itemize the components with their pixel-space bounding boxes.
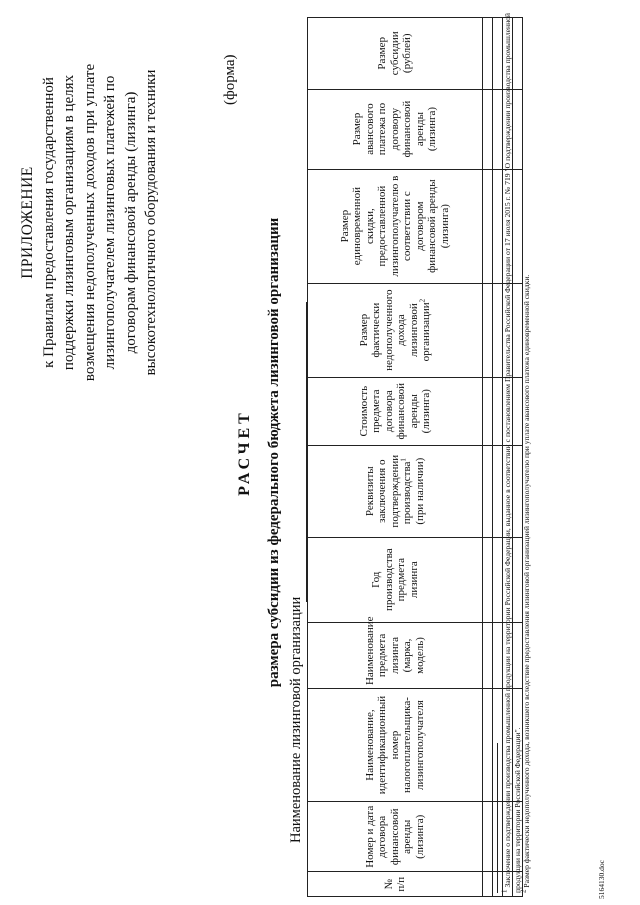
appendix-title: ПРИЛОЖЕНИЕ — [19, 166, 36, 279]
document-filename: 5164130.doc — [597, 860, 606, 899]
table-cell — [493, 622, 503, 688]
footnote-separator — [497, 743, 498, 893]
table-cell — [493, 89, 503, 169]
header-cell: Размер субсидии (рублей) — [308, 18, 483, 90]
table-cell — [483, 377, 493, 445]
table-cell — [493, 377, 503, 445]
table-cell — [493, 283, 503, 377]
header-cell: № п/п — [308, 872, 483, 897]
document-heading: РАСЧЕТ — [236, 409, 253, 496]
table-cell — [493, 18, 503, 90]
header-cell: Наименование предмета лизинга (марка, модель) — [308, 622, 483, 688]
header-cell: Номер и дата договора финансовой аренды (лизинга) — [308, 802, 483, 872]
appendix-line: высокотехнологичного оборудования и техники — [143, 69, 159, 376]
footnote: $^2$ Размер фактически недополученного дохода, возникшего вследствие предоставления лизинговой организацией лизингополучателю при уплате авансового платежа единовременной скидки. — [519, 274, 532, 893]
table-cell — [483, 18, 493, 90]
header-cell: Размер единовременной скидки, предоставленной лизингополучателю в соответствии с договором финансовой аренды (лизинга) — [308, 169, 483, 283]
header-cell: Размер авансового платежа по договору финансовой аренды (лизинга) — [308, 89, 483, 169]
header-cell: Стоимость предмета договора финансовой аренды (лизинга) — [308, 377, 483, 445]
header-cell: Год производства предмета лизинга — [308, 537, 483, 622]
table-row — [483, 18, 493, 897]
organization-label: Наименование лизинговой организации — [288, 596, 304, 843]
footnote: $^1$ Заключение о подтверждении производства промышленной продукции на территории Российской Федерации, выданное в соответствии с постановлением Правительства Российской Федерации от 17 июля 2015 г. № 719 "О подтверждении производства промышленной продукции на территории Российской Федерации". — [500, 13, 522, 893]
table-cell — [483, 169, 493, 283]
table-cell — [483, 622, 493, 688]
header-cell: Реквизиты заключения о подтверждении производства$^1$ (при наличии) — [308, 445, 483, 537]
calculation-table — [307, 17, 523, 897]
footnotes — [500, 13, 532, 893]
table-cell — [483, 802, 493, 872]
table-cell — [483, 872, 493, 897]
header-cell: Наименование, идентификационный номер налогоплательщика-лизингополучателя — [308, 689, 483, 802]
header-cell: Размер фактически недополученного дохода лизинговой организации$^2$ — [308, 283, 483, 377]
table-cell — [483, 689, 493, 802]
appendix-line: договорам финансовой аренды (лизинга) — [122, 91, 139, 354]
form-note: (форма) — [222, 54, 238, 105]
appendix-line: к Правилам предоставления государственной — [40, 77, 57, 368]
appendix-block — [18, 30, 162, 415]
table-cell — [483, 283, 493, 377]
table-cell — [483, 89, 493, 169]
table-header-row — [308, 18, 483, 897]
appendix-line: лизингополучателем лизинговых платежей по — [102, 75, 118, 370]
document-subheading: размера субсидии из федерального бюджета лизинговой организации — [266, 217, 282, 688]
table-cell — [493, 537, 503, 622]
appendix-line: возмещения недополученных доходов при уплате — [81, 63, 98, 382]
appendix-line: поддержки лизинговым организациям в целях — [61, 74, 77, 371]
table-cell — [483, 537, 493, 622]
table-cell — [483, 445, 493, 537]
table-cell — [493, 169, 503, 283]
table-cell — [493, 445, 503, 537]
